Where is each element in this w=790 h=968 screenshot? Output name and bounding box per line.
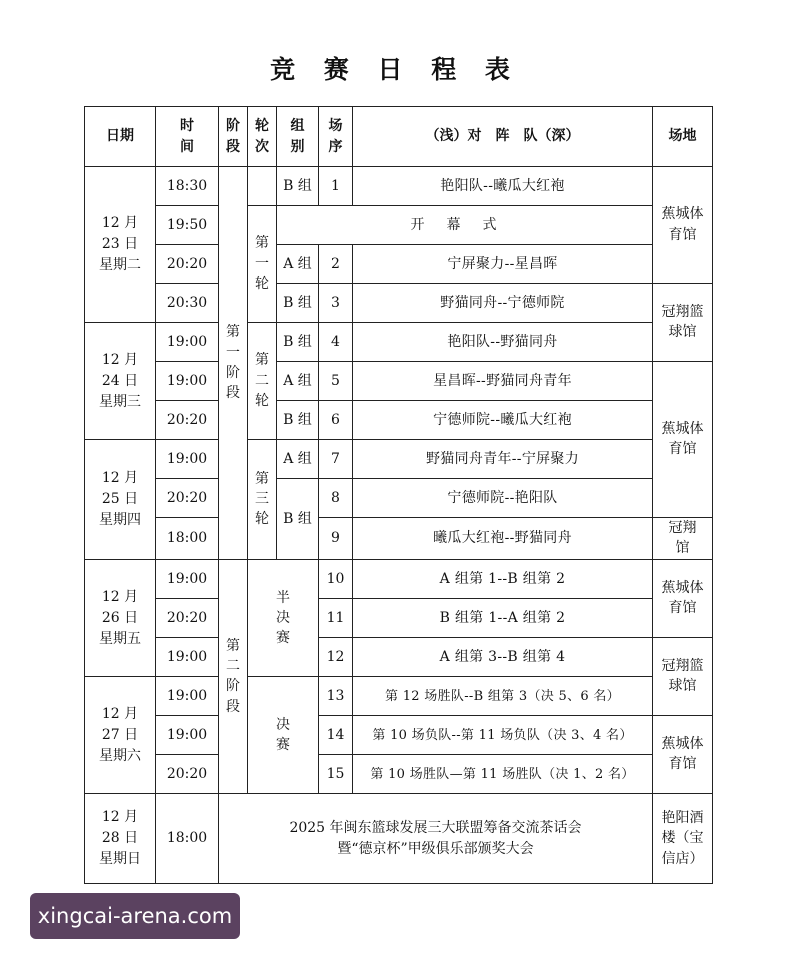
venue-cell: 蕉城体育馆 xyxy=(653,560,713,638)
header-seq: 场序 xyxy=(319,107,353,167)
date-cell: 12 月 27 日 星期六 xyxy=(85,677,156,794)
seq-cell: 8 xyxy=(319,479,353,518)
banquet-cell xyxy=(219,794,653,884)
seq-cell: 9 xyxy=(319,518,353,560)
seq-cell: 7 xyxy=(319,440,353,479)
time-cell: 20:20 xyxy=(156,755,219,794)
time-cell: 20:30 xyxy=(156,284,219,323)
group-cell: A 组 xyxy=(277,245,319,284)
table-row xyxy=(85,560,713,599)
header-stage: 阶段 xyxy=(219,107,248,167)
time-cell: 19:00 xyxy=(156,323,219,362)
header-row xyxy=(85,107,713,167)
table-row xyxy=(85,716,713,755)
time-cell: 19:00 xyxy=(156,638,219,677)
table-row xyxy=(85,599,713,638)
banquet-line-1: 2025 年闽东篮球发展三大联盟筹备交流茶话会 xyxy=(289,819,582,836)
seq-cell: 3 xyxy=(319,284,353,323)
time-cell: 18:30 xyxy=(156,167,219,206)
seq-cell: 14 xyxy=(319,716,353,755)
group-cell: B 组 xyxy=(277,479,319,560)
table-row xyxy=(85,284,713,323)
header-time: 时间 xyxy=(156,107,219,167)
ceremony-cell: 开幕式 xyxy=(277,206,653,245)
time-cell: 18:00 xyxy=(156,518,219,560)
date-cell: 12 月 26 日 星期五 xyxy=(85,560,156,677)
date-cell: 12 月 23 日 星期二 xyxy=(85,167,156,323)
table-row xyxy=(85,206,713,245)
round-cell: 第二轮 xyxy=(248,323,277,440)
round-cell: 决赛 xyxy=(248,677,319,794)
venue-cell: 冠翔篮球馆 xyxy=(653,284,713,362)
time-cell: 19:00 xyxy=(156,362,219,401)
table-row xyxy=(85,323,713,362)
matchup-cell: 第 12 场胜队--B 组第 3（决 5、6 名） xyxy=(353,677,653,716)
banquet-line-2: 暨“德京杯”甲级俱乐部颁奖大会 xyxy=(337,840,534,857)
seq-cell: 11 xyxy=(319,599,353,638)
matchup-cell: 宁德师院--艳阳队 xyxy=(353,479,653,518)
time-cell: 20:20 xyxy=(156,401,219,440)
group-cell: B 组 xyxy=(277,401,319,440)
header-venue: 场地 xyxy=(653,107,713,167)
venue-cell: 蕉城体育馆 xyxy=(653,167,713,284)
seq-cell: 2 xyxy=(319,245,353,284)
venue-cell: 冠翔篮球馆 xyxy=(653,638,713,716)
header-round: 轮次 xyxy=(248,107,277,167)
date-cell: 12 月 28 日 星期日 xyxy=(85,794,156,884)
date-cell: 12 月 25 日 星期四 xyxy=(85,440,156,560)
time-cell: 19:00 xyxy=(156,560,219,599)
group-cell: B 组 xyxy=(277,284,319,323)
time-cell: 20:20 xyxy=(156,599,219,638)
time-cell: 19:50 xyxy=(156,206,219,245)
seq-cell: 15 xyxy=(319,755,353,794)
table-row xyxy=(85,362,713,401)
stage-cell: 第一阶段 xyxy=(219,167,248,560)
table-row xyxy=(85,755,713,794)
round-cell: 第三轮 xyxy=(248,440,277,560)
table-row xyxy=(85,245,713,284)
seq-cell: 12 xyxy=(319,638,353,677)
table-row xyxy=(85,401,713,440)
round-cell: 半决赛 xyxy=(248,560,319,677)
round-cell: 第一轮 xyxy=(248,206,277,323)
watermark: xingcai-arena.com xyxy=(30,893,240,939)
table-row xyxy=(85,794,713,884)
seq-cell: 5 xyxy=(319,362,353,401)
matchup-cell: 星昌晖--野猫同舟青年 xyxy=(353,362,653,401)
venue-cell: 蕉城体育馆 xyxy=(653,716,713,794)
table-row xyxy=(85,638,713,677)
venue-cell: 艳阳酒楼（宝信店） xyxy=(653,794,713,884)
seq-cell: 13 xyxy=(319,677,353,716)
matchup-cell: A 组第 1--B 组第 2 xyxy=(353,560,653,599)
time-cell: 19:00 xyxy=(156,716,219,755)
group-cell: A 组 xyxy=(277,362,319,401)
time-cell: 19:00 xyxy=(156,677,219,716)
round-empty-cell xyxy=(248,167,277,206)
matchup-cell: 曦瓜大红袍--野猫同舟 xyxy=(353,518,653,560)
matchup-cell: 野猫同舟--宁德师院 xyxy=(353,284,653,323)
time-cell: 20:20 xyxy=(156,479,219,518)
matchup-cell: 艳阳队--曦瓜大红袍 xyxy=(353,167,653,206)
matchup-cell: 第 10 场胜队—第 11 场胜队（决 1、2 名） xyxy=(353,755,653,794)
seq-cell: 6 xyxy=(319,401,353,440)
group-cell: A 组 xyxy=(277,440,319,479)
venue-cell: 蕉城体育馆 xyxy=(653,362,713,518)
venue-cell: 冠翔馆 xyxy=(653,518,713,560)
matchup-cell: B 组第 1--A 组第 2 xyxy=(353,599,653,638)
group-cell: B 组 xyxy=(277,323,319,362)
time-cell: 20:20 xyxy=(156,245,219,284)
header-matchup: （浅）对 阵 队（深） xyxy=(353,107,653,167)
seq-cell: 4 xyxy=(319,323,353,362)
group-cell: B 组 xyxy=(277,167,319,206)
matchup-cell: 宁屏聚力--星昌晖 xyxy=(353,245,653,284)
schedule-table xyxy=(84,106,713,884)
page-title: 竞 赛 日 程 表 xyxy=(270,55,520,84)
matchup-cell: 艳阳队--野猫同舟 xyxy=(353,323,653,362)
seq-cell: 10 xyxy=(319,560,353,599)
matchup-cell: 宁德师院--曦瓜大红袍 xyxy=(353,401,653,440)
time-cell: 18:00 xyxy=(156,794,219,884)
table-row xyxy=(85,167,713,206)
table-row xyxy=(85,677,713,716)
time-cell: 19:00 xyxy=(156,440,219,479)
matchup-cell: 野猫同舟青年--宁屏聚力 xyxy=(353,440,653,479)
matchup-cell: 第 10 场负队--第 11 场负队（决 3、4 名） xyxy=(353,716,653,755)
header-group: 组别 xyxy=(277,107,319,167)
table-row xyxy=(85,518,713,560)
matchup-cell: A 组第 3--B 组第 4 xyxy=(353,638,653,677)
table-row xyxy=(85,479,713,518)
table-row xyxy=(85,440,713,479)
header-date: 日期 xyxy=(85,107,156,167)
stage-cell: 第二阶段 xyxy=(219,560,248,794)
date-cell: 12 月 24 日 星期三 xyxy=(85,323,156,440)
seq-cell: 1 xyxy=(319,167,353,206)
